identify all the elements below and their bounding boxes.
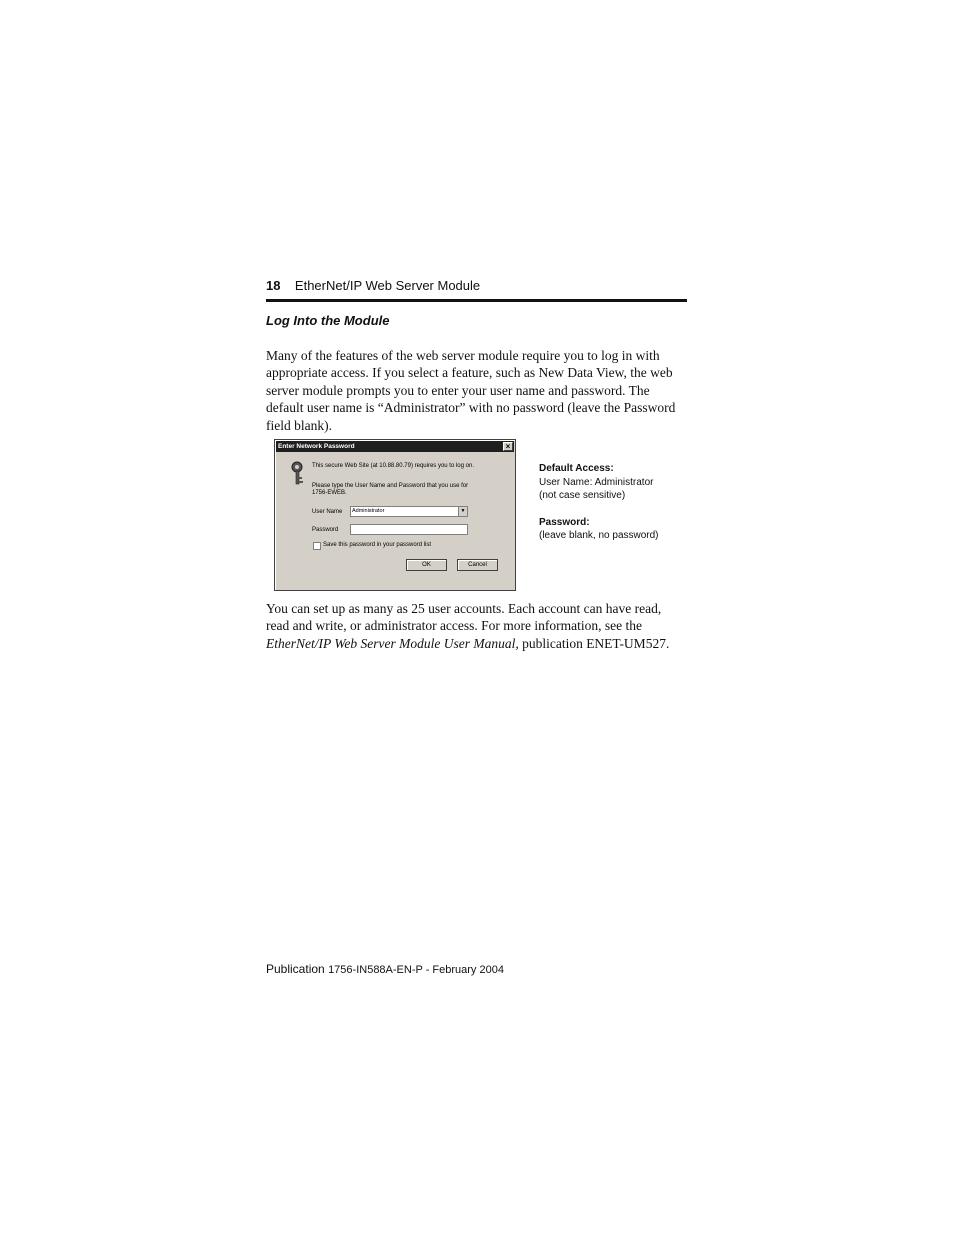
accounts-paragraph — [266, 600, 687, 652]
manual-title: EtherNet/IP Web Server Module User Manual, — [266, 635, 519, 651]
dialog-message: This secure Web Site (at 10.88.80.79) requires you to log on. — [312, 463, 474, 469]
save-password-label: Save this password in your password list — [323, 542, 432, 548]
user-name-field[interactable] — [350, 506, 468, 517]
chevron-down-icon[interactable]: ▼ — [458, 507, 467, 516]
access-username: User Name: Administrator — [539, 476, 654, 488]
access-case-note: (not case sensitive) — [539, 490, 626, 501]
cancel-button[interactable]: Cancel — [457, 559, 498, 571]
header-rule — [266, 299, 687, 302]
footer-label: Publication — [266, 962, 325, 976]
publication-number: 1756-IN588A-EN-P - February 2004 — [328, 964, 504, 976]
password-field[interactable] — [350, 524, 468, 535]
password-label: Password — [312, 527, 339, 533]
accounts-publication: publication ENET-UM527. — [518, 635, 670, 651]
save-password-checkbox[interactable] — [313, 542, 321, 550]
accounts-text: You can set up as many as 25 user accounts. Each account can have read, read and write, or administrator access. For more information, see the — [266, 601, 662, 634]
enter-network-password-dialog — [274, 439, 516, 591]
dialog-instruction: Please type the User Name and Password that you use for — [312, 483, 469, 489]
dialog-title-bar — [276, 441, 514, 452]
access-heading: Default Access: — [539, 463, 614, 474]
page-header — [266, 277, 687, 295]
close-icon[interactable]: × — [503, 442, 513, 451]
user-name-value: Administrator — [352, 508, 385, 514]
dialog-realm: 1756-EWEB. — [312, 490, 347, 496]
ok-button[interactable]: OK — [406, 559, 447, 571]
page-footer — [266, 962, 504, 976]
password-heading: Password: — [539, 516, 590, 528]
password-note: (leave blank, no password) — [539, 530, 659, 541]
intro-paragraph: Many of the features of the web server module require you to log in with appropriate access. If you select a feature, such as New Data View, the web server module prompts you to enter your user name and password. The default user name is “Administrator” with no password (leave the Password field blank). — [266, 348, 676, 433]
section-title: Log Into the Module — [266, 313, 390, 328]
default-access-note — [539, 462, 659, 543]
header-title: EtherNet/IP Web Server Module — [294, 278, 481, 293]
user-name-label: User Name — [312, 509, 343, 515]
page-number: 18 — [266, 278, 281, 293]
dialog-title: Enter Network Password — [278, 443, 355, 450]
key-icon — [289, 460, 311, 486]
